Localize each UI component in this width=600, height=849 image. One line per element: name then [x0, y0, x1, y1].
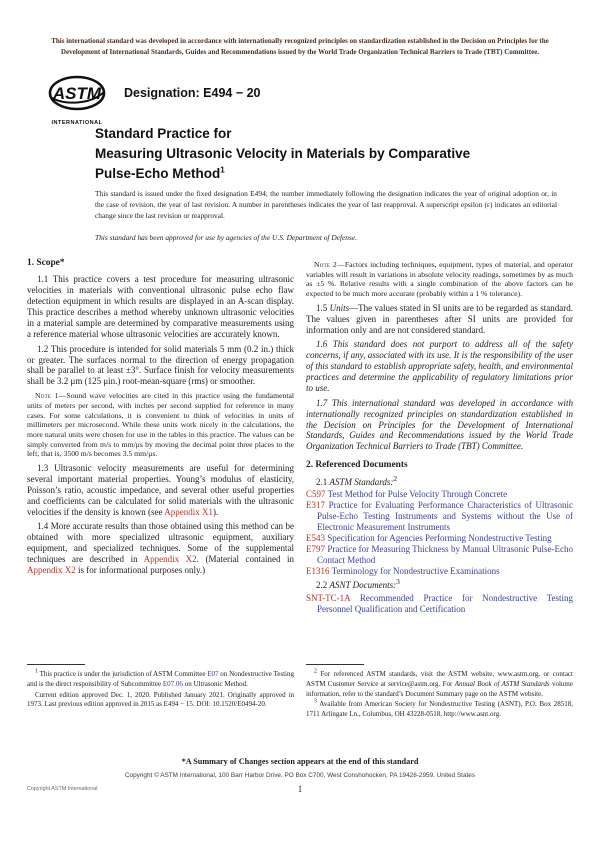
paragraph-1-3: 1.3 Ultrasonic velocity measurements are useful for determining several important material properties. Young’s modulus of elasticity, Poisson’s ratio, acoustic impedance, and several other useful properties and coefficients can be calculated for solid materials with the ultrasonic velocities if the density is known (see Appendix X1). — [27, 463, 294, 517]
dod-approval-note: This standard has been approved for use by agencies of the U.S. Department of Defense. — [95, 233, 357, 242]
title-footnote-marker: 1 — [220, 165, 225, 175]
astm-logo-subtitle: INTERNATIONAL — [51, 120, 103, 126]
note-2-text: Factors including techniques, equipment, types of material, and operator variables will result in variations in absolute velocity readings, sometimes by as much as ±5 %. Relative results with a single combination of the above factors can be expected to be much more accurate (probably within a 1 % tolerance). — [306, 260, 574, 299]
e797-link[interactable]: E797 — [306, 543, 325, 554]
note-2-label: Note 2— — [314, 260, 345, 269]
copyright-line: Copyright © ASTM International, 100 Barr Harbor Drive, PO Box C700, West Conshohocken, PA 19428-2959. United States — [124, 772, 476, 779]
appendix-x2-link-2[interactable]: Appendix X2 — [27, 564, 76, 575]
title-line-2: Measuring Ultrasonic Velocity in Materials by Comparative — [95, 145, 471, 161]
summary-of-changes-note: *A Summary of Changes section appears at the end of this standard — [181, 757, 419, 766]
paragraph-1-1: 1.1 This practice covers a test procedure for measuring ultrasonic velocities in materials with conventional ultrasonic pulse echo flaw detection equipment in which results are displayed in an A-scan display. This practice describes a method whereby unknown ultrasonic velocities in a material sample are determined by comparative measurements using a reference material whose ultrasonic velocities are accurately known. — [27, 274, 294, 339]
ref-item-snt-tc-1a: SNT-TC-1A Recommended Practice for Nondestructive Testing Personnel Qualification and Certification — [306, 593, 574, 615]
e07-link[interactable]: E07 — [207, 670, 219, 678]
e543-link[interactable]: E543 — [306, 532, 325, 543]
paragraph-1-5: 1.5 Units—The values stated in SI units are to be regarded as standard. The values given in parentheses after SI units are provided for information only and are not considered standard. — [306, 302, 574, 335]
snt-tc-1a-link[interactable]: SNT-TC-1A — [306, 593, 351, 604]
page-number: 1 — [297, 784, 303, 794]
astm-logo — [46, 74, 108, 126]
wto-notice: This international standard was developed in accordance with internationally recognized principles on standardization established in the Decision on Principles for the Development of International Standards, Guides and Recommendations issued by the World Trade Organization Technical Barriers to Trade (TBT) Committee. — [51, 37, 549, 56]
footnote-rule-left — [27, 664, 85, 665]
title-line-1: Standard Practice for — [95, 126, 232, 141]
footnote-2: $^2$ For referenced ASTM standards, visit the ASTM website, www.astm.org, or contact ASTM Customer Service at service@astm.org. For Annual Book of ASTM Standards volume information, refer to the standard’s Document Summary page on the ASTM website. — [306, 668, 573, 698]
c597-link[interactable]: C597 — [306, 489, 326, 500]
left-column — [27, 254, 294, 615]
asnt-documents-label: 2.2 ASNT Documents:$^3$ — [316, 577, 400, 591]
note-1 — [27, 391, 294, 459]
footnote-3: $^3$ Available from American Society for Nondestructive Testing (ASNT), P.O. Box 28518, 1711 Arlingate Ln., Columbus, OH 43228-0518, http://www.asnt.org. — [306, 699, 573, 719]
ref-item-c597: C597 Test Method for Pulse Velocity Through Concrete — [306, 489, 508, 500]
designation-label: Designation: E494 − 20 — [124, 86, 261, 100]
e317-link[interactable]: E317 — [306, 500, 325, 511]
footnote-column-left — [27, 664, 294, 721]
ref-item-e317: E317 Practice for Evaluating Performance Characteristics of Ultrasonic Pulse-Echo Testing Instruments and Systems without the Use of Electronic Measurement Instruments — [306, 500, 574, 533]
issuance-note: This standard is issued under the fixed designation E494; the number immediately following the designation indicates the year of original adoption or, in the case of revision, the year of last revision. A number in parentheses indicates the year of last reapproval. A superscript epsilon (ε) indicates an editorial change since the last revision or reapproval. — [95, 189, 557, 221]
footnotes — [27, 664, 573, 721]
ref-item-e543: E543 Specification for Agencies Performing Nondestructive Testing — [306, 532, 552, 543]
masthead — [46, 74, 261, 126]
note-1-label: Note 1— — [35, 391, 67, 401]
right-column — [306, 254, 573, 615]
note-2 — [306, 260, 573, 299]
corner-copyright: Copyright ASTM International — [27, 786, 98, 792]
appendix-x2-link[interactable]: Appendix X2 — [143, 554, 197, 565]
footnote-1: $^1$ This practice is under the jurisdiction of ASTM Committee E07 on Nondestructive Testing and is the direct responsibility of Subcommittee E07.06 on Ultrasonic Method. — [27, 668, 294, 688]
astm-standards-label: 2.1 ASTM Standards:$^2$ — [316, 473, 398, 487]
paragraph-1-7: 1.7 This international standard was developed in accordance with internationally recognized principles on standardization established in the Decision on Principles for the Development of International Standards, Guides and Recommendations issued by the World Trade Organization Technical Barriers to Trade (TBT) Committee. — [306, 397, 573, 452]
svg-text:ASTM: ASTM — [52, 84, 102, 103]
footnote-column-right — [306, 664, 573, 721]
section-1-heading: 1. Scope* — [27, 258, 65, 268]
footnote-rule-right — [306, 664, 364, 665]
units-term: Units — [329, 302, 350, 313]
e1316-link[interactable]: E1316 — [306, 565, 330, 576]
astm-logo-icon — [48, 84, 106, 118]
appendix-x1-link[interactable]: Appendix X1 — [164, 506, 213, 517]
title-line-3: Pulse-Echo Method$^1$ — [95, 165, 225, 181]
paragraph-1-4: 1.4 More accurate results than those obtained using this method can be obtained with more specialized ultrasonic equipment, auxiliary equipment, and specialized techniques. Some of the supplemental techniques are described in Appendix X2. (Material contained in Appendix X2 is for informational purposes only.) — [27, 521, 295, 575]
section-2-heading: 2. Referenced Documents — [306, 460, 408, 471]
note-1-text: Sound wave velocities are cited in this practice using the fundamental units of meters per second, with inches per second supplied for reference in many cases. For some calculations, it is convenient to think of velocities in units of millimeters per microsecond. While these units work nicely in the calculations, the more natural units were chosen for use in the tables in this practice. The values can be simply converted from m/s to mm/μs by moving the decimal point three places to the left, that is, 3500 m/s becomes 3.5 mm/μs. — [27, 391, 295, 459]
paragraph-1-6: 1.6 This standard does not purport to address all of the safety concerns, if any, associated with its use. It is the responsibility of the user of this standard to establish appropriate safety, health, and environmental practices and determine the applicability of regulatory limitations prior to use. — [306, 339, 573, 393]
body-columns — [27, 254, 573, 615]
e07-06-link[interactable]: E07.06 — [162, 679, 183, 688]
footnote-2-marker: 2 — [393, 473, 398, 483]
ref-item-e797: E797 Practice for Measuring Thickness by Manual Ultrasonic Pulse-Echo Contact Method — [306, 543, 573, 565]
document-title — [95, 124, 560, 184]
footnote-1-edition: Current edition approved Dec. 1, 2020. Published January 2021. Originally approved in 1973. Last previous edition approved in 2015 as E494 − 15. DOI: 10.1520/E0494-20. — [27, 690, 294, 709]
ref-item-e1316: E1316 Terminology for Nondestructive Examinations — [306, 565, 500, 576]
footnote-3-marker: 3 — [396, 577, 400, 587]
paragraph-1-2: 1.2 This procedure is intended for solid materials 5 mm (0.2 in.) thick or greater. The surfaces normal to the direction of energy propagation shall be parallel to at least ±3°. Surface finish for velocity measurements shall be 3.2 μm (125 μin.) root-mean-square (rms) or smoother. — [27, 343, 294, 387]
